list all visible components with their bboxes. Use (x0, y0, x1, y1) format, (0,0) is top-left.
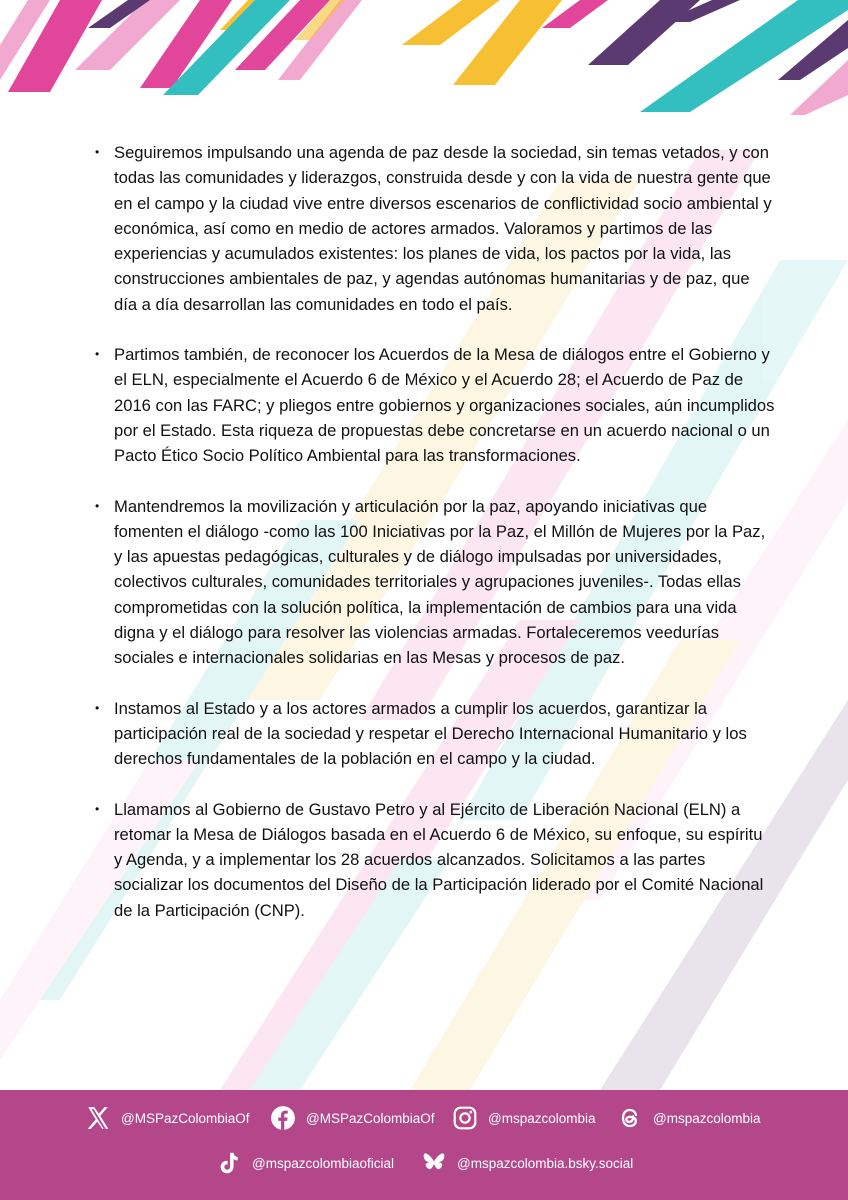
tiktok-icon (216, 1150, 242, 1176)
threads-handle: @mspazcolombia (653, 1110, 761, 1126)
main-content (95, 140, 775, 923)
bluesky-handle: @mspazcolombia.bsky.social (457, 1155, 634, 1171)
bullet-dot: • (95, 347, 100, 362)
bullet-paragraph: • Instamos al Estado y a los actores armados a cumplir los acuerdos, garantizar la participación real de la sociedad y respetar el Derecho Internacional Humanitario y los derechos fundamentales de la población en el campo y la ciudad. (95, 696, 775, 772)
bullet-dot: • (95, 498, 100, 513)
x-icon (85, 1105, 111, 1131)
instagram-handle: @mspazcolombia (488, 1110, 596, 1126)
bullet-paragraph: • Partimos también, de reconocer los Acuerdos de la Mesa de diálogos entre el Gobierno y el ELN, especialmente el Acuerdo 6 de México y el Acuerdo 28; el Acuerdo de Paz de 2016 con las FARC; y pliegos entre gobiernos y organizaciones sociales, aún incumplidos por el Estado. Esta riqueza de propuestas debe concretarse en un acuerdo nacional o un Pacto Ético Socio Político Ambiental para las transformaciones. (95, 342, 775, 468)
threads-link[interactable] (617, 1104, 761, 1132)
bullet-dot: • (95, 700, 100, 715)
bluesky-icon (421, 1150, 447, 1176)
bluesky-link[interactable] (421, 1149, 633, 1177)
facebook-link[interactable] (270, 1104, 435, 1132)
facebook-handle: @MSPazColombiaOf (306, 1110, 435, 1126)
facebook-icon (270, 1105, 296, 1131)
instagram-link[interactable] (452, 1104, 596, 1132)
bullet-paragraph: • Llamamos al Gobierno de Gustavo Petro y al Ejército de Liberación Nacional (ELN) a retomar la Mesa de Diálogos basada en el Acuerdo 6 de México, su enfoque, su espíritu y Agenda, y a implementar los 28 acuerdos alcanzados. Solicitamos a las partes socializar los documentos del Diseño de la Participación liderado por el Comité Nacional de la Participación (CNP). (95, 797, 775, 923)
bullet-paragraph: • Mantendremos la movilización y articulación por la paz, apoyando iniciativas que fomenten el diálogo -como las 100 Iniciativas por la Paz, el Millón de Mujeres por la Paz, y las apuestas pedagógicas, culturales y de diálogo impulsadas por universidades, colectivos culturales, comunidades territoriales y agrupaciones juveniles-. Todas ellas comprometidas con la solución política, la implementación de cambios para una vida digna y el diálogo para resolver las violencias armadas. Fortaleceremos veedurías sociales e internacionales solidarias en las Mesas y procesos de paz. (95, 494, 775, 671)
bullet-paragraph: • Seguiremos impulsando una agenda de paz desde la sociedad, sin temas vetados, y con todas las comunidades y liderazgos, construida desde y con la vida de nuestra gente que en el campo y la ciudad vive entre diversos escenarios de conflictividad socio ambiental y económica, así como en medio de actores armados. Valoramos y partimos de las experiencias y acumulados existentes: los planes de vida, los pactos por la vida, las construcciones ambientales de paz, y agendas autónomas humanitarias y de paz, que día a día desarrollan las comunidades en todo el país. (95, 140, 775, 317)
bullet-dot: • (95, 801, 100, 816)
x-link[interactable] (85, 1104, 250, 1132)
social-footer (0, 1090, 848, 1200)
tiktok-handle: @mspazcolombiaoficial (252, 1155, 395, 1171)
instagram-icon (452, 1105, 478, 1131)
bullet-dot: • (95, 145, 100, 159)
x-handle: @MSPazColombiaOf (121, 1110, 250, 1126)
tiktok-link[interactable] (216, 1149, 394, 1177)
threads-icon (617, 1105, 643, 1131)
